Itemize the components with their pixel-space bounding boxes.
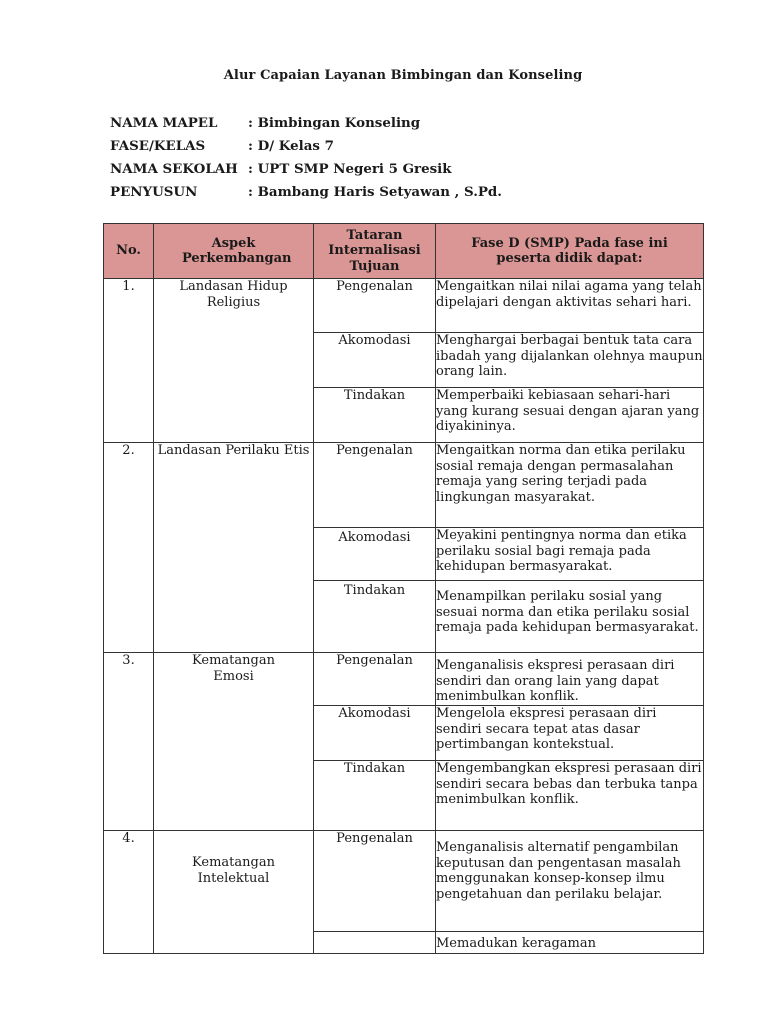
meta-label: NAMA SEKOLAH [110, 161, 238, 177]
meta-label: FASE/KELAS [110, 138, 206, 154]
cell-aspek: Landasan Perilaku Etis [154, 443, 314, 653]
cell-aspek [154, 653, 314, 831]
meta-label: NAMA MAPEL [110, 115, 218, 131]
cell-desc: Mengaitkan nilai nilai agama yang telah dipelajari dengan aktivitas sehari hari. [436, 279, 704, 333]
cell-desc: Mengaitkan norma dan etika perilaku sosial remaja dengan permasalahan remaja yang sering terjadi pada lingkungan masyarakat. [436, 443, 704, 528]
cell-desc: Meyakini pentingnya norma dan etika perilaku sosial bagi remaja pada kehidupan bermasyarakat. [436, 528, 704, 581]
header-aspek-label: Aspek Perkembangan [182, 235, 292, 266]
cell-desc: Menganalisis alternatif pengambilan keputusan dan pengentasan masalah menggunakan konsep-konsep ilmu pengetahuan dan perilaku belajar. [436, 831, 704, 932]
cell-tataran: Akomodasi [314, 333, 436, 388]
cell-tataran: Pengenalan [314, 831, 436, 932]
cell-no: 2. [104, 443, 154, 653]
capaian-table [103, 223, 704, 954]
meta-value: : D/ Kelas 7 [248, 138, 334, 154]
cell-tataran: Akomodasi [314, 706, 436, 761]
header-fase [436, 224, 704, 279]
meta-row-mapel [110, 115, 502, 138]
cell-aspek-label: Kematangan Emosi [192, 653, 275, 684]
cell-desc: Menghargai berbagai bentuk tata cara ibadah yang dijalankan olehnya maupun orang lain. [436, 333, 704, 388]
cell-desc: Mengembangkan ekspresi perasaan diri sendiri secara bebas dan terbuka tanpa menimbulkan konflik. [436, 761, 704, 831]
header-aspek [154, 224, 314, 279]
cell-tataran: Pengenalan [314, 279, 436, 333]
table-row [104, 653, 704, 706]
meta-value: : Bimbingan Konseling [248, 115, 421, 131]
cell-desc: Menampilkan perilaku sosial yang sesuai norma dan etika perilaku sosial remaja pada kehidupan bermasyarakat. [436, 581, 704, 653]
meta-row-penyusun [110, 184, 502, 207]
header-no: No. [104, 224, 154, 279]
cell-tataran: Tindakan [314, 388, 436, 443]
table-row [104, 279, 704, 333]
cell-desc: Memadukan keragaman [436, 932, 704, 954]
table-row [104, 443, 704, 528]
meta-value: : Bambang Haris Setyawan , S.Pd. [248, 184, 502, 200]
cell-no: 1. [104, 279, 154, 443]
table-row [104, 831, 704, 932]
header-fase-label: Fase D (SMP) Pada fase ini peserta didik dapat: [471, 235, 668, 266]
cell-desc: Mengelola ekspresi perasaan diri sendiri secara tepat atas dasar pertimbangan kontekstual. [436, 706, 704, 761]
header-tataran-label: Tataran Internalisasi Tujuan [328, 227, 421, 274]
cell-tataran: Pengenalan [314, 443, 436, 528]
meta-label: PENYUSUN [110, 184, 198, 200]
meta-row-sekolah [110, 161, 502, 184]
table-header-row [104, 224, 704, 279]
cell-aspek [154, 831, 314, 954]
cell-desc: Menganalisis ekspresi perasaan diri sendiri dan orang lain yang dapat menimbulkan konflik. [436, 653, 704, 706]
cell-tataran: Pengenalan [314, 653, 436, 706]
cell-tataran: Tindakan [314, 761, 436, 831]
meta-row-fase [110, 138, 502, 161]
document-meta [110, 115, 502, 207]
cell-tataran: Akomodasi [314, 528, 436, 581]
header-tataran [314, 224, 436, 279]
cell-tataran [314, 932, 436, 954]
cell-desc: Memperbaiki kebiasaan sehari-hari yang kurang sesuai dengan ajaran yang diyakininya. [436, 388, 704, 443]
cell-no: 3. [104, 653, 154, 831]
cell-aspek: Landasan Hidup Religius [154, 279, 314, 443]
document-title: Alur Capaian Layanan Bimbingan dan Konseling [223, 68, 583, 83]
cell-no: 4. [104, 831, 154, 954]
cell-tataran: Tindakan [314, 581, 436, 653]
meta-value: : UPT SMP Negeri 5 Gresik [248, 161, 452, 177]
cell-aspek-label: Kematangan Intelektual [192, 855, 275, 886]
